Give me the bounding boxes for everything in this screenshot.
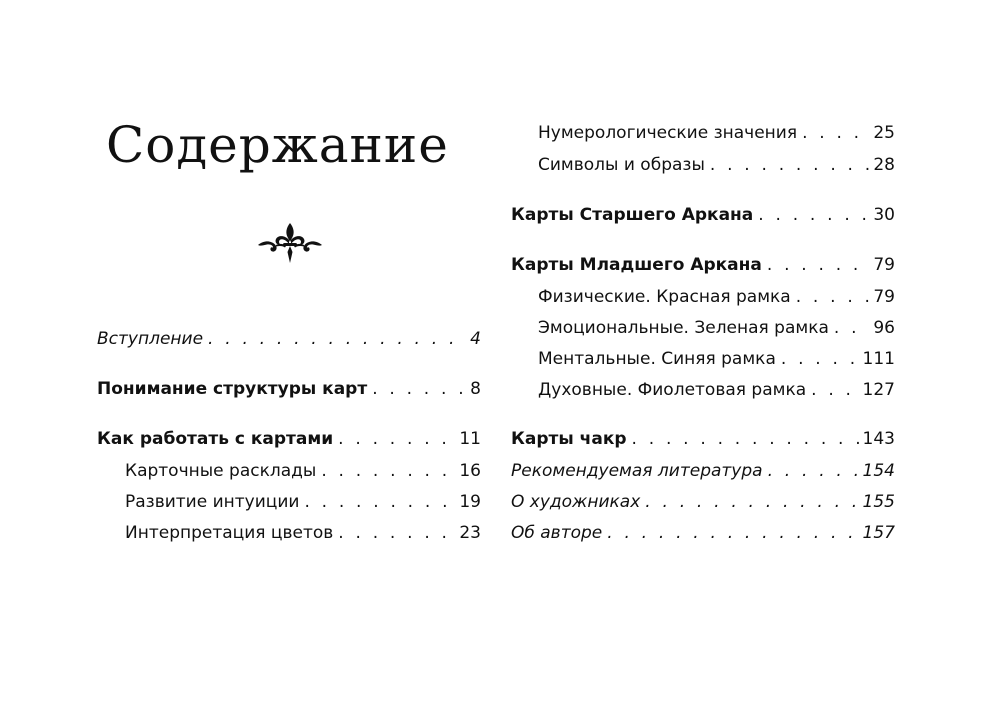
toc-leader-dots	[796, 284, 871, 310]
toc-entry-title: Карты чакр	[511, 429, 627, 449]
toc-leader-dots	[338, 426, 456, 452]
toc-entry-title: О художниках	[511, 492, 641, 512]
toc-leader-dots	[645, 489, 859, 515]
toc-leader-dots	[767, 252, 870, 278]
toc-entry	[538, 120, 895, 146]
toc-leader-dots	[607, 520, 859, 546]
toc-leader-dots	[758, 202, 870, 228]
toc-entry	[97, 426, 481, 452]
toc-entry	[97, 326, 481, 352]
toc-leader-dots	[208, 326, 467, 352]
toc-entry	[125, 520, 481, 546]
toc-entry-title: Интерпретация цветов	[125, 523, 334, 543]
toc-entry	[511, 489, 895, 515]
toc-entry-title: Об авторе	[511, 523, 603, 543]
toc-leader-dots	[372, 376, 467, 402]
toc-entry-title: Развитие интуиции	[125, 492, 300, 512]
toc-page-number: 16	[459, 461, 481, 481]
toc-page-number: 28	[873, 155, 895, 175]
toc-leader-dots	[304, 489, 456, 515]
toc-leader-dots	[710, 152, 870, 178]
toc-leader-dots	[781, 346, 860, 372]
toc-page-number: 155	[862, 492, 895, 512]
toc-entry-title: Карты Старшего Аркана	[511, 205, 754, 225]
toc-entry-title: Символы и образы	[538, 155, 705, 175]
toc-entry	[97, 376, 481, 402]
toc-entry-title: Карты Младшего Аркана	[511, 255, 762, 275]
toc-page-number: 8	[470, 379, 481, 399]
toc-entry-title: Духовные. Фиолетовая рамка	[538, 380, 807, 400]
toc-entry	[538, 315, 895, 341]
toc-page-number: 157	[862, 523, 895, 543]
toc-entry-title: Нумерологические значения	[538, 123, 798, 143]
toc-entry	[125, 489, 481, 515]
toc-leader-dots	[632, 426, 860, 452]
fleur-de-lis-ornament-icon	[256, 221, 324, 265]
toc-entry	[511, 202, 895, 228]
toc-entry	[511, 426, 895, 452]
toc-leader-dots	[321, 458, 456, 484]
toc-leader-dots	[768, 458, 860, 484]
toc-page-number: 143	[862, 429, 895, 449]
toc-leader-dots	[338, 520, 456, 546]
toc-page-number: 23	[459, 523, 481, 543]
toc-leader-dots	[834, 315, 870, 341]
toc-entry-title: Физические. Красная рамка	[538, 287, 791, 307]
toc-entry-title: Вступление	[97, 329, 204, 349]
toc-page-number: 4	[470, 329, 481, 349]
toc-entry	[538, 346, 895, 372]
toc-entry	[538, 284, 895, 310]
toc-page-number: 19	[459, 492, 481, 512]
toc-entry	[511, 252, 895, 278]
toc-page-number: 127	[862, 380, 895, 400]
toc-page-number: 79	[873, 255, 895, 275]
toc-entry	[125, 458, 481, 484]
toc-entry-title: Понимание структуры карт	[97, 379, 368, 399]
toc-entry-title: Эмоциональные. Зеленая рамка	[538, 318, 829, 338]
toc-entry-title: Ментальные. Синяя рамка	[538, 349, 776, 369]
toc-page-number: 154	[862, 461, 895, 481]
toc-entry-title: Как работать с картами	[97, 429, 334, 449]
toc-leader-dots	[802, 120, 870, 146]
toc-page-number: 79	[873, 287, 895, 307]
toc-page-number: 25	[873, 123, 895, 143]
toc-entry	[511, 520, 895, 546]
toc-page-number: 96	[873, 318, 895, 338]
toc-entry-title: Карточные расклады	[125, 461, 317, 481]
toc-leader-dots	[811, 377, 859, 403]
toc-entry	[538, 377, 895, 403]
toc-page-number: 111	[862, 349, 895, 369]
page-title: Содержание	[106, 116, 449, 174]
toc-entry-title: Рекомендуемая литература	[511, 461, 763, 481]
toc-page-number: 30	[873, 205, 895, 225]
toc-entry	[538, 152, 895, 178]
toc-page-number: 11	[459, 429, 481, 449]
toc-entry	[511, 458, 895, 484]
